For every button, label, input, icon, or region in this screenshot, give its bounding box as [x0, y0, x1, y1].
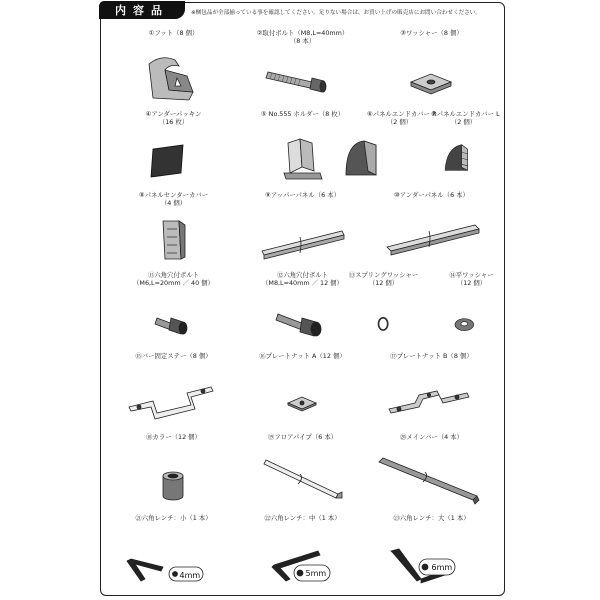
part-name: ②取付ボルト（M8,L=40mm）	[256, 29, 349, 37]
center-cover-illustration	[109, 207, 238, 265]
under-panel-illustration	[367, 207, 496, 265]
part-name: ⑮バー固定ステー（8 個）	[135, 352, 212, 361]
plate-nut-a-illustration	[238, 369, 367, 427]
part-qty: （2 個）	[386, 117, 413, 126]
part-wrench-m	[238, 512, 367, 593]
part-qty: （2 個）	[450, 117, 477, 126]
part-name: ⑲フロアパイプ（6 本）	[267, 433, 338, 441]
part-qty: （12 個）	[456, 279, 487, 288]
part-name: ③ワッシャー（8 個）	[400, 29, 463, 37]
collar-illustration	[109, 450, 238, 508]
part-panel-center-cover	[109, 189, 238, 270]
part-foot	[109, 27, 238, 108]
foot-illustration	[109, 46, 238, 104]
wrench-l-illustration	[367, 531, 496, 589]
part-washer-a	[367, 27, 496, 108]
section-title: 内容品	[99, 1, 185, 19]
part-qty: （12 個）	[368, 279, 399, 288]
wrench-size-label: 5mm	[305, 568, 327, 578]
part-qty: （M6,L=20mm ／ 40 個）	[133, 279, 214, 288]
part-hex-bolt-20	[109, 269, 238, 350]
flat-washer-illustration	[417, 288, 526, 346]
part-wrench-l	[367, 512, 496, 593]
wrench-m-illustration	[238, 531, 367, 589]
part-name: ㉑六角レンチ：小（1 本）	[135, 513, 212, 522]
part-wrench-s	[109, 512, 238, 593]
part-name: ⑱カラー（12 個）	[146, 433, 201, 441]
bar-stay-illustration	[109, 369, 238, 427]
part-name: ⑨アッパーパネル（6 本）	[265, 190, 340, 199]
part-under-packing	[109, 108, 238, 189]
part-name: ⑤ No.555 ホルダー（8 枚）	[260, 109, 345, 118]
plate-nut-b-illustration	[367, 369, 496, 427]
part-name: ⑪六角穴付ボルト	[147, 271, 200, 280]
part-plate-nut-b	[367, 350, 496, 431]
floor-pipe-illustration	[238, 450, 367, 508]
part-qty: （16 枚）	[158, 117, 189, 126]
wrench-s-illustration	[109, 531, 238, 589]
part-main-bar	[367, 431, 496, 512]
wrench-size-label: 6mm	[431, 562, 453, 572]
part-name: ⑦パネルエンドカバー L	[431, 109, 500, 118]
part-flat-washer	[367, 269, 496, 350]
part-name: ⑧パネルセンターカバー	[138, 190, 209, 199]
part-qty: （4 個）	[160, 198, 187, 207]
part-name: ⑳メインバー（4 本）	[399, 433, 464, 441]
upper-panel-illustration	[238, 207, 367, 265]
part-plate-nut-a	[238, 350, 367, 431]
part-name: ⑥パネルエンドカバー R	[367, 109, 437, 118]
main-bar-illustration	[367, 450, 496, 508]
contents-note: ※梱包品が全部揃っている事を確認してください。足りない場合は、お買い上げの販売店にお問い合わせください。	[191, 10, 481, 16]
part-floor-pipe	[238, 431, 367, 512]
part-name: ①フット（8 個）	[148, 29, 199, 37]
part-bar-stay	[109, 350, 238, 431]
end-cover-illustrations	[238, 108, 367, 189]
part-name: ㉒六角レンチ：中（1 本）	[264, 513, 341, 522]
part-under-panel	[367, 189, 496, 270]
part-name: ⑯プレートナット A（12 個）	[259, 352, 346, 361]
part-collar	[109, 431, 238, 512]
part-spring-washer	[238, 269, 419, 350]
part-upper-panel	[238, 189, 367, 270]
part-name: ⑫六角穴付ボルト	[276, 271, 329, 280]
parts-grid	[109, 27, 500, 593]
bolt-illustration	[238, 46, 367, 104]
part-name: ㉓六角レンチ：大（1 本）	[393, 513, 470, 522]
part-qty: （8 本）	[289, 37, 316, 45]
wrench-size-label: 4mm	[179, 570, 201, 580]
parts-list-sheet	[100, 2, 505, 596]
part-name: ④アンダーパッキン	[145, 109, 202, 118]
part-name: ⑰プレートナット B（8 個）	[390, 352, 473, 361]
packing-illustration	[109, 127, 238, 185]
end-cover-l-illustration	[367, 108, 500, 189]
part-name: ⑭平ワッシャー	[449, 271, 494, 280]
part-qty: （M8,L=40mm ／ 12 個）	[262, 279, 343, 288]
part-mount-bolt	[238, 27, 367, 108]
part-name: ⑬スプリングワッシャー	[348, 271, 419, 280]
part-name: ⑩アンダーパネル（6 本）	[394, 190, 469, 199]
short-bolt-illustration	[109, 288, 238, 346]
washer-illustration	[367, 46, 496, 104]
